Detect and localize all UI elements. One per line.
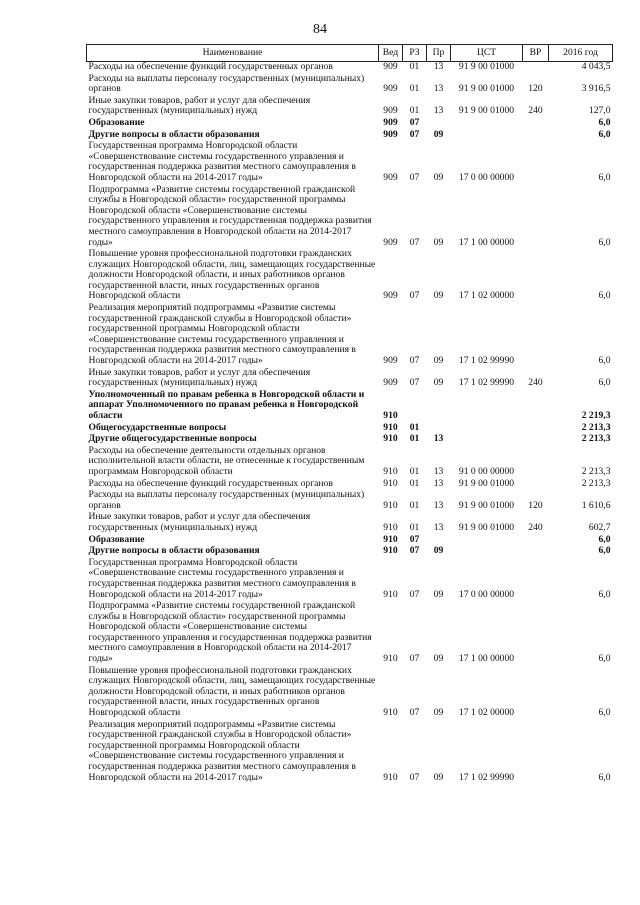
cell-ved: 909 xyxy=(383,83,398,95)
cell-name: Расходы на обеспечение функций государственных органов xyxy=(88,477,333,489)
cell-name: Государственная программа Новгородской области «Совершенствование системы государственного управления и государственная поддержка развития местного самоуправления в Новгородской области на 2014-2017 годы» xyxy=(88,556,356,600)
header-sum: 2016 год xyxy=(549,45,613,62)
table-row xyxy=(87,96,613,118)
cell-vr: 240 xyxy=(528,105,543,117)
cell-ved: 910 xyxy=(383,433,398,445)
cell-name: Повышение уровня профессиональной подготовки гражданских служащих Новгородской области, лиц, замещающих государственные должности Новгородской области, и иных работников органов государственной власти, иных государственных органов Новгородской области xyxy=(88,248,376,302)
cell-vr xyxy=(523,62,549,74)
cell-name: Повышение уровня профессиональной подготовки гражданских служащих Новгородской области, лиц, замещающих государственные должности Новгородской области, и иных работников органов государственной власти, иных государственных органов Новгородской области xyxy=(88,664,376,719)
cell-ved: 909 xyxy=(383,128,398,140)
cell-rz: 07 xyxy=(409,545,420,557)
table-row xyxy=(87,546,613,558)
cell-vr xyxy=(523,118,549,130)
cell-pr: 13 xyxy=(433,61,444,72)
cell-rz: 07 xyxy=(409,707,420,719)
cell-sum: 6,0 xyxy=(598,545,611,557)
cell-cst: 17 1 02 00000 xyxy=(458,707,515,719)
cell-sum: 2 213,3 xyxy=(581,477,611,489)
cell-sum: 6,0 xyxy=(598,653,611,665)
table-row xyxy=(87,601,613,666)
cell-cst xyxy=(451,423,523,435)
cell-ved: 909 xyxy=(383,61,398,72)
cell-pr xyxy=(427,390,451,423)
cell-vr xyxy=(523,446,549,479)
cell-sum: 6,0 xyxy=(598,771,611,783)
table-row xyxy=(87,390,613,423)
cell-sum: 2 213,3 xyxy=(581,421,611,433)
cell-ved: 909 xyxy=(383,355,398,367)
cell-sum: 1 610,6 xyxy=(581,499,611,511)
cell-rz: 01 xyxy=(409,61,420,72)
cell-cst: 17 1 02 99990 xyxy=(458,771,515,783)
cell-pr: 09 xyxy=(433,128,444,140)
cell-pr: 13 xyxy=(433,521,444,533)
cell-ved: 909 xyxy=(383,377,398,389)
cell-name: Общегосударственные вопросы xyxy=(88,421,227,433)
cell-rz xyxy=(403,390,427,423)
cell-cst: 91 9 00 01000 xyxy=(458,105,515,117)
cell-cst: 17 1 02 00000 xyxy=(458,290,515,302)
cell-sum: 6,0 xyxy=(598,116,611,128)
cell-vr: 240 xyxy=(528,377,543,389)
cell-cst xyxy=(451,130,523,142)
table-header xyxy=(87,45,613,62)
cell-rz: 07 xyxy=(409,290,420,302)
cell-rz: 01 xyxy=(409,83,420,95)
cell-pr: 09 xyxy=(433,171,444,183)
table-row xyxy=(87,249,613,303)
cell-sum: 2 213,3 xyxy=(581,433,611,445)
cell-pr xyxy=(427,118,451,130)
cell-ved: 910 xyxy=(383,521,398,533)
cell-rz: 07 xyxy=(409,355,420,367)
cell-vr xyxy=(523,666,549,720)
table-row xyxy=(87,118,613,130)
cell-ved: 909 xyxy=(383,171,398,183)
cell-vr xyxy=(523,141,549,184)
cell-sum: 6,0 xyxy=(598,707,611,719)
cell-pr: 13 xyxy=(433,477,444,489)
cell-sum: 3 916,5 xyxy=(581,83,611,95)
cell-sum: 2 213,3 xyxy=(581,465,611,477)
cell-sum: 4 043,5 xyxy=(581,61,611,72)
cell-cst: 17 0 00 00000 xyxy=(458,588,515,600)
table-row xyxy=(87,666,613,720)
cell-rz: 07 xyxy=(409,653,420,665)
cell-rz: 01 xyxy=(409,499,420,511)
cell-ved: 910 xyxy=(383,465,398,477)
cell-vr xyxy=(523,423,549,435)
table-row xyxy=(87,303,613,368)
cell-ved: 910 xyxy=(383,545,398,557)
cell-cst: 91 0 00 00000 xyxy=(458,465,515,477)
cell-rz: 07 xyxy=(409,236,420,248)
cell-name: Уполномоченный по правам ребенка в Новгородской области и аппарат Уполномоченного по правам ребенка в Новгородской области xyxy=(88,388,365,421)
cell-rz: 01 xyxy=(409,421,420,433)
cell-sum: 6,0 xyxy=(598,355,611,367)
cell-pr: 09 xyxy=(433,545,444,557)
cell-name: Расходы на выплаты персоналу государственных (муниципальных) органов xyxy=(88,72,365,95)
cell-vr xyxy=(523,601,549,666)
cell-name: Реализация мероприятий подпрограммы «Развитие системы государственной гражданской службы в Новгородской области» государственной программы Новгородской области «Совершенствование системы государственного управления и государственная поддержка развития местного самоуправления в Новгородской области на 2014-2017 годы» xyxy=(88,302,356,367)
cell-vr: 120 xyxy=(528,83,543,95)
table-row xyxy=(87,558,613,601)
cell-pr: 09 xyxy=(433,771,444,783)
cell-sum: 6,0 xyxy=(598,588,611,600)
cell-rz: 01 xyxy=(409,465,420,477)
cell-sum: 6,0 xyxy=(598,236,611,248)
cell-cst xyxy=(451,434,523,446)
cell-rz: 07 xyxy=(409,588,420,600)
cell-cst: 91 9 00 01000 xyxy=(458,83,515,95)
cell-pr: 13 xyxy=(433,433,444,445)
cell-vr xyxy=(523,535,549,547)
header-pr: Пр xyxy=(427,45,451,62)
cell-cst: 17 1 02 99990 xyxy=(458,377,515,389)
cell-ved: 909 xyxy=(383,105,398,117)
cell-vr xyxy=(523,390,549,423)
header-name: Наименование xyxy=(87,45,379,62)
cell-pr: 09 xyxy=(433,653,444,665)
table-row xyxy=(87,368,613,390)
cell-pr: 09 xyxy=(433,236,444,248)
cell-name: Расходы на обеспечение функций государственных органов xyxy=(88,61,333,72)
cell-sum: 6,0 xyxy=(598,377,611,389)
cell-vr xyxy=(523,185,549,250)
cell-pr: 13 xyxy=(433,105,444,117)
cell-cst xyxy=(451,390,523,423)
header-rz: РЗ xyxy=(403,45,427,62)
cell-rz: 01 xyxy=(409,521,420,533)
cell-ved: 909 xyxy=(383,116,398,128)
cell-pr: 09 xyxy=(433,355,444,367)
cell-ved: 910 xyxy=(383,588,398,600)
cell-sum: 127,0 xyxy=(588,105,611,117)
cell-cst xyxy=(451,535,523,547)
cell-ved: 910 xyxy=(383,771,398,783)
header-cst: ЦСТ xyxy=(451,45,523,62)
cell-cst xyxy=(451,118,523,130)
cell-name: Другие вопросы в области образования xyxy=(88,545,260,557)
cell-vr xyxy=(523,303,549,368)
cell-ved: 909 xyxy=(383,290,398,302)
cell-ved: 910 xyxy=(383,410,398,421)
table-row xyxy=(87,490,613,512)
cell-rz: 07 xyxy=(409,377,420,389)
cell-pr: 09 xyxy=(433,290,444,302)
cell-ved: 910 xyxy=(383,499,398,511)
cell-ved: 910 xyxy=(383,653,398,665)
cell-pr: 13 xyxy=(433,83,444,95)
cell-name: Расходы на выплаты персоналу государственных (муниципальных) органов xyxy=(88,489,365,511)
cell-name: Образование xyxy=(88,533,145,545)
cell-cst: 17 0 00 00000 xyxy=(458,171,515,183)
cell-rz: 01 xyxy=(409,433,420,445)
cell-ved: 909 xyxy=(383,236,398,248)
cell-sum: 6,0 xyxy=(598,290,611,302)
cell-sum: 6,0 xyxy=(598,533,611,545)
cell-vr xyxy=(523,434,549,446)
table-row xyxy=(87,74,613,96)
cell-sum: 2 219,3 xyxy=(581,410,611,421)
header-vr: ВР xyxy=(523,45,549,62)
cell-vr xyxy=(523,546,549,558)
table-row xyxy=(87,185,613,250)
cell-pr: 13 xyxy=(433,499,444,511)
cell-rz: 07 xyxy=(409,771,420,783)
cell-cst: 91 9 00 01000 xyxy=(458,499,515,511)
cell-name: Иные закупки товаров, работ и услуг для обеспечения государственных (муниципальных) нужд xyxy=(88,366,311,389)
page-number: 84 xyxy=(313,22,327,37)
cell-name: Государственная программа Новгородской области «Совершенствование системы государственного управления и государственная поддержка развития местного самоуправления в Новгородской области на 2014-2017 годы» xyxy=(88,140,356,183)
cell-rz: 07 xyxy=(409,533,420,545)
cell-pr: 09 xyxy=(433,588,444,600)
cell-pr: 09 xyxy=(433,377,444,389)
cell-name: Образование xyxy=(88,116,145,128)
cell-cst: 91 9 00 01000 xyxy=(458,521,515,533)
cell-sum: 602,7 xyxy=(588,521,611,533)
cell-cst: 91 9 00 01000 xyxy=(458,61,515,72)
cell-rz: 01 xyxy=(409,477,420,489)
cell-name: Подпрограмма «Развитие системы государственной гражданской службы в Новгородской области» государственной программы Новгородской области «Совершенствование системы государственного управления и государственная поддержка развития местного самоуправления в Новгородской области на 2014-2017 годы» xyxy=(88,183,372,248)
cell-vr: 120 xyxy=(528,499,543,511)
cell-ved: 910 xyxy=(383,707,398,719)
cell-vr xyxy=(523,249,549,303)
cell-vr xyxy=(523,720,549,785)
cell-name: Реализация мероприятий подпрограммы «Развитие системы государственной гражданской службы в Новгородской области» государственной программы Новгородской области «Совершенствование системы государственного управления и государственная поддержка развития местного самоуправления в Новгородской области на 2014-2017 годы» xyxy=(88,718,356,783)
cell-rz: 07 xyxy=(409,171,420,183)
cell-vr xyxy=(523,479,549,491)
cell-rz: 07 xyxy=(409,128,420,140)
cell-ved: 910 xyxy=(383,533,398,545)
cell-name: Другие вопросы в области образования xyxy=(88,128,260,140)
cell-name: Иные закупки товаров, работ и услуг для обеспечения государственных (муниципальных) нужд xyxy=(88,511,311,533)
table-row xyxy=(87,720,613,785)
cell-vr xyxy=(523,130,549,142)
cell-cst xyxy=(451,546,523,558)
cell-name: Расходы на обеспечение деятельности отдельных органов исполнительной власти области, не отнесенные к государственным программам Новгородской области xyxy=(88,444,365,477)
cell-cst: 91 9 00 01000 xyxy=(458,477,515,489)
cell-name: Подпрограмма «Развитие системы государственной гражданской службы в Новгородской области» государственной программы Новгородской области «Совершенствование системы государственного управления и государственная поддержка развития местного самоуправления в Новгородской области на 2014-2017 годы» xyxy=(88,600,372,665)
table-row xyxy=(87,62,613,74)
cell-rz: 07 xyxy=(409,116,420,128)
cell-vr xyxy=(523,558,549,601)
budget-table xyxy=(86,44,613,784)
cell-sum: 6,0 xyxy=(598,128,611,140)
cell-cst: 17 1 00 00000 xyxy=(458,236,515,248)
table-row xyxy=(87,141,613,184)
table-body xyxy=(87,62,613,785)
cell-rz: 01 xyxy=(409,105,420,117)
cell-pr: 13 xyxy=(433,465,444,477)
table-row xyxy=(87,446,613,479)
cell-name: Другие общегосударственные вопросы xyxy=(88,433,257,445)
header-ved: Вед xyxy=(379,45,403,62)
table-row xyxy=(87,512,613,534)
cell-sum: 6,0 xyxy=(598,171,611,183)
cell-ved: 910 xyxy=(383,477,398,489)
cell-cst: 17 1 02 99990 xyxy=(458,355,515,367)
cell-vr: 240 xyxy=(528,521,543,533)
cell-ved: 910 xyxy=(383,421,398,433)
cell-cst: 17 1 00 00000 xyxy=(458,653,515,665)
cell-pr: 09 xyxy=(433,707,444,719)
cell-name: Иные закупки товаров, работ и услуг для обеспечения государственных (муниципальных) нужд xyxy=(88,94,311,117)
